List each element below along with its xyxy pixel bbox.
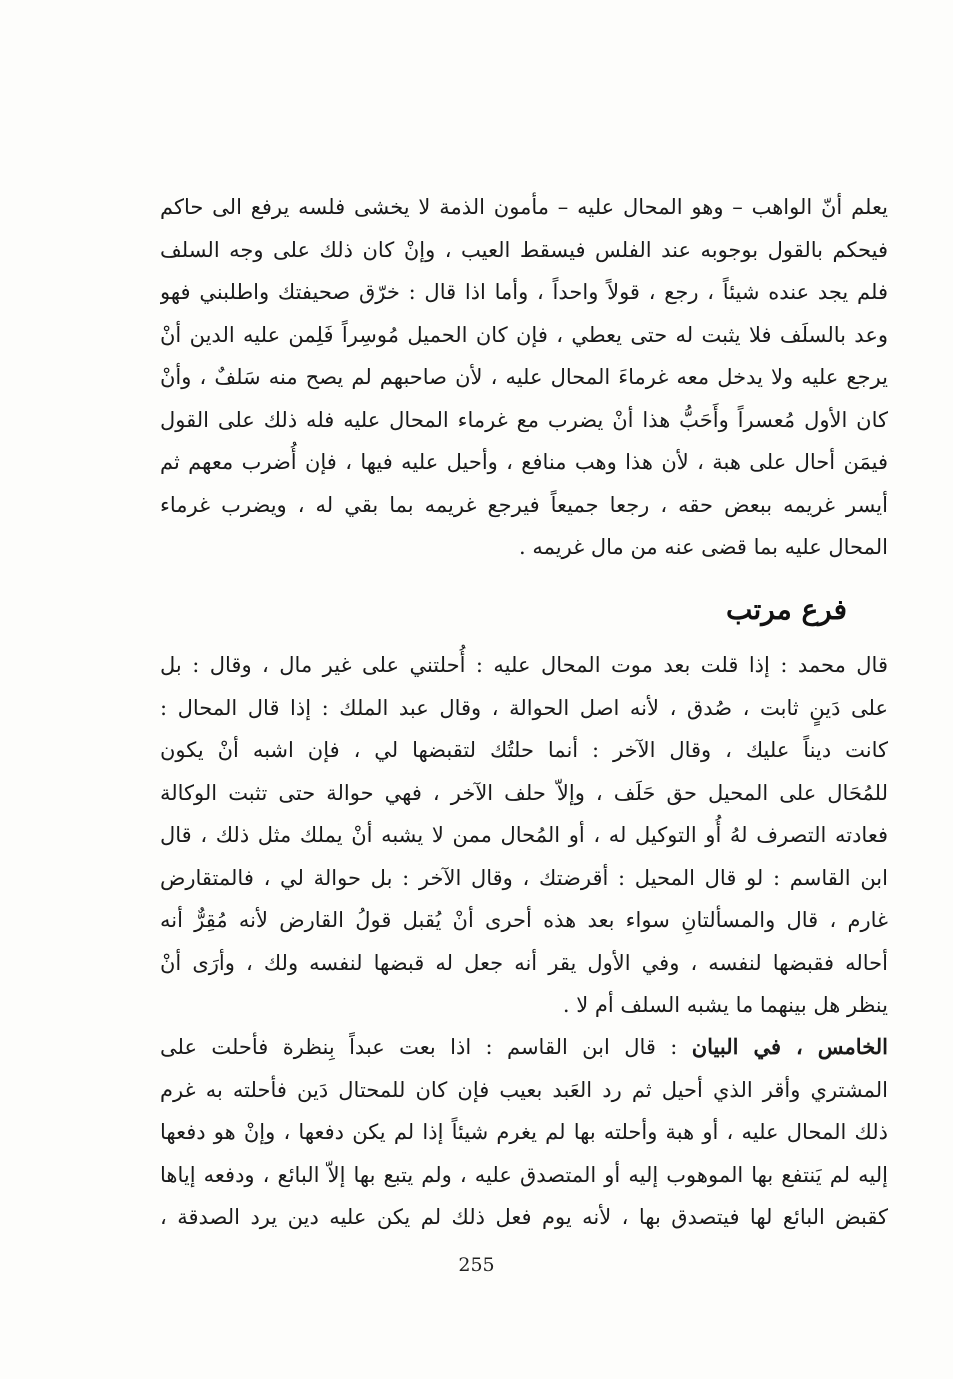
text-line: كان الأول مُعسراً وأَحَبُّ هذا أنْ يضرب مع غرماء المحال عليه فله ذلك على القول — [160, 407, 888, 432]
text-line: ينظر هل بينهما ما يشبه السلف أم لا . — [562, 993, 888, 1017]
text-line: على دَينٍ ثابت ، صُدق ، لأنه اصل الحوالة ، وقال عبد الملك : إذا قال المحال : — [160, 695, 888, 720]
section-heading: فرع مرتب — [725, 593, 847, 626]
text-line: فيحكم بالقول بوجوبه عند الفلس فيسقط العيب ، وإنْ كان ذلك على وجه السلف — [160, 237, 888, 262]
text-line: ابن القاسم : لو قال المحيل : أقرضتك ، وقال الآخر : بل حوالة لي ، فالمتقارض — [160, 865, 888, 890]
text-line: ذلك المحال عليه ، أو هبة وأحلته بها لم يغرم شيئاً إذا لم يكن دفعها ، وإنْ هو دفعها — [160, 1120, 888, 1144]
text-line: يعلم أنّ الواهب – وهو المحال عليه – مأمون الذمة لا يخشى فلسه يرفع الى حاكم — [160, 195, 888, 219]
paragraph-2 — [160, 644, 888, 1027]
text-line: كقبض البائع لها فيتصدق بها ، لأنه يوم فعل ذلك لم يكن عليه دين يرد الصدقة ، — [160, 1205, 888, 1229]
text-line: وعد بالسلَف فلا يثبت له حتى يعطي ، فإن كان الحميل مُوسِراً فَلِمن عليه الدين أنْ — [160, 322, 888, 347]
text-line: فعادته التصرف لهُ أُو التوكيل له ، أو المُحال ممن لا يشبه أنْ يملك مثل ذلك ، قال — [160, 823, 888, 847]
text-line: يرجع عليه ولا يدخل معه غرماءَ المحال عليه ، لأن صاحبهم لم يصح منه سَلفٌ ، وأنْ — [160, 365, 888, 389]
paragraph-1 — [160, 186, 888, 569]
text-line: إليه لم يَنتفع بها الموهوب إليه أو المتصدق عليه ، ولم يتبع بها إلاّ البائع ، ودفعه إياها — [160, 1162, 888, 1187]
text-line: فيمَن أحال على هبة ، لأن هذا وهب منافع ، وأحيل عليه فيها ، فإن أُضرب معهم ثم — [160, 450, 888, 474]
text-line: كانت ديناً عليك ، وقال الآخر : أنما حلتُك لتقبضها لي ، فإن اشبه أنْ يكون — [160, 738, 888, 762]
paragraph-3 — [160, 1026, 888, 1239]
text-line: المحال عليه بما قضى عنه من مال غريمه . — [519, 535, 888, 559]
page-number: 255 — [458, 1254, 495, 1276]
text-line: قال محمد : إذا قلت بعد موت المحال عليه : أُحلتني على غير مال ، وقال : بل — [160, 653, 888, 677]
text-line: أحاله فقبضها لنفسه ، وفي الأول يقر أنه جعل له قبضها لنفسه ولك ، وأرَى أنْ — [160, 950, 888, 975]
text-line: فلم يجد عنده شيئاً ، رجع ، قولاً واحداً ، وأما اذا قال : خرّق صحيفتك واطلبني فهو — [160, 280, 888, 304]
bold-lead-phrase: الخامس ، في البيان — [691, 1034, 888, 1059]
text-line: المشتري وأقر الذي أحيل ثم رد العَبد بعيب فإن كان للمحتال دَين فأحلته به غرم — [160, 1077, 888, 1102]
first-line-text: : قال ابن القاسم : اذا بعت عبداً بِنظرة فأحلت على — [160, 1035, 692, 1059]
text-line: للمُحَال على المحيل حق حَلَف ، وإلاّ حلف الآخر ، فهي حوالة حتى تثبت الوكالة — [160, 780, 888, 805]
text-line — [160, 1026, 888, 1069]
text-line: أيسر غريمه ببعض حقه ، رجعا جميعاً فيرجع غريمه بما بقي له ، ويضرب غرماء — [160, 492, 888, 517]
text-line: غارم ، قال والمسألتانِ سواء بعد هذه أحرى أنْ يُقبل قولُ القارض لأنه مُقِرٌّ أنه — [160, 908, 888, 932]
